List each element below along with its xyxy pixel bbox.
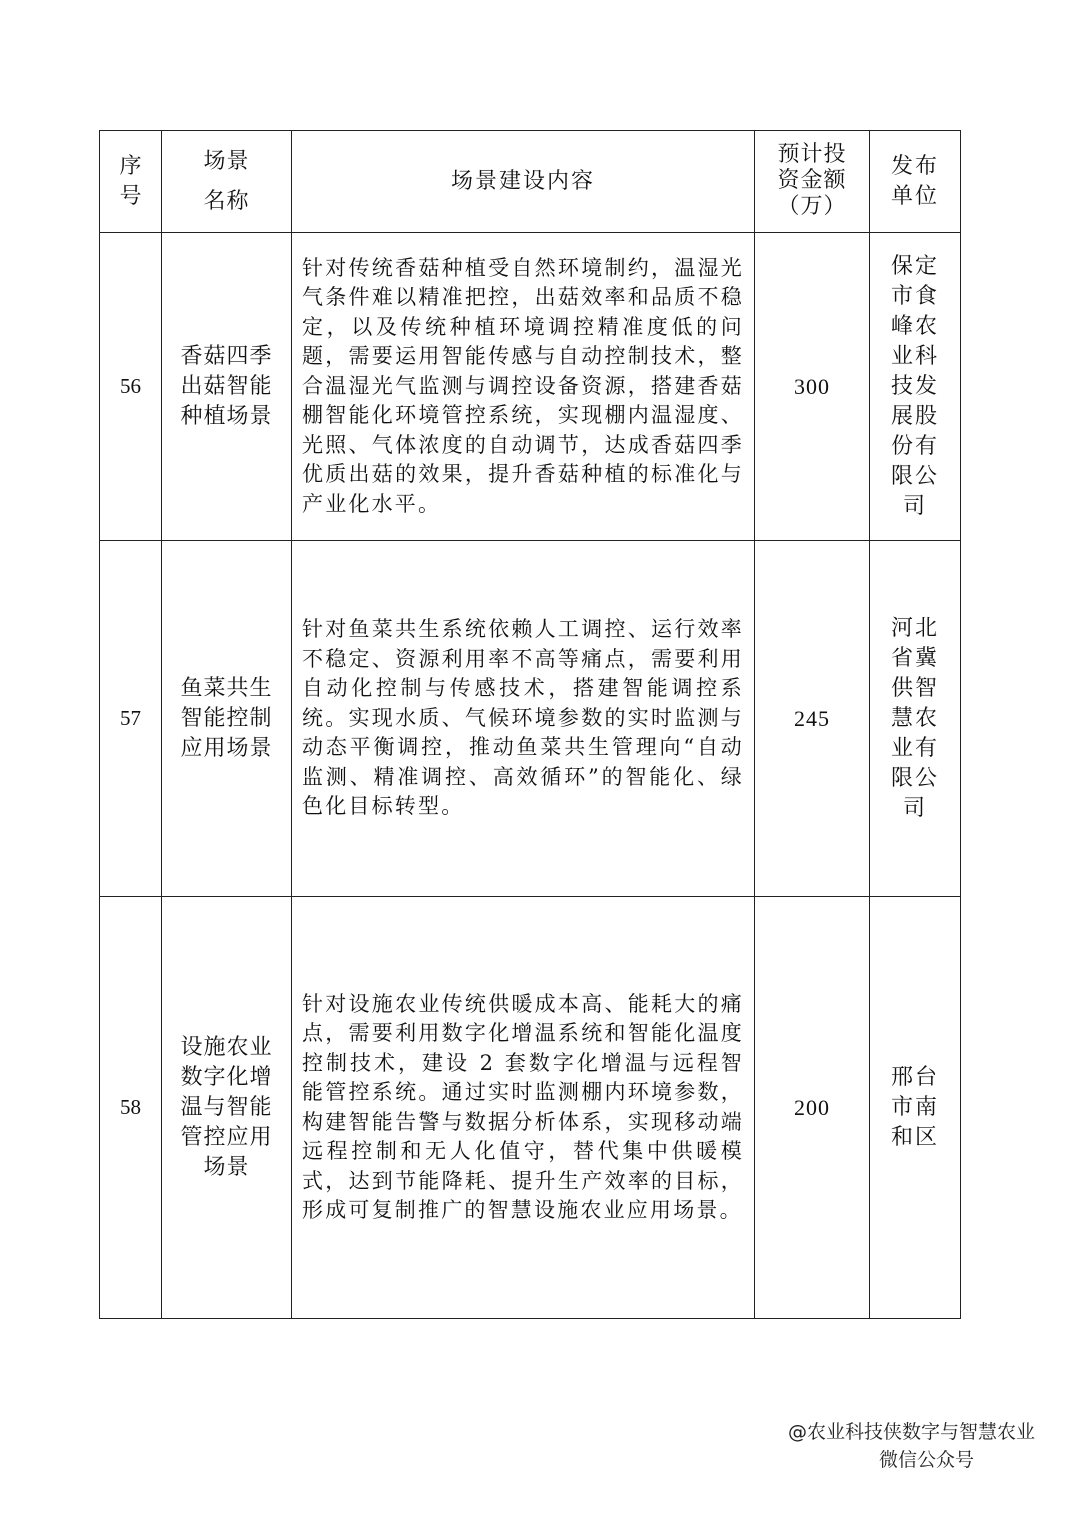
row-seq: 56 <box>120 374 141 398</box>
header-invest <box>755 131 870 233</box>
row-content: 针对传统香菇种植受自然环境制约，温湿光气条件难以精准把控，出菇效率和品质不稳定，以及传统种植环境调控精准度低的问题，需要运用智能传感与自动控制技术，整合温湿光气监测与调控设备资源，搭建香菇棚智能化环境管控系统，实现棚内温湿度、光照、气体浓度的自动调节，达成香菇四季优质出菇的效果，提升香菇种植的标准化与产业化水平。 <box>302 255 744 516</box>
row-invest-cell <box>755 897 870 1319</box>
row-invest-cell <box>755 541 870 897</box>
header-content-label: 场景建设内容 <box>450 168 595 194</box>
row-seq-cell <box>100 897 162 1319</box>
row-seq: 58 <box>120 1095 141 1119</box>
row-publisher: 河北省冀供智慧农业有限公司 <box>890 615 939 821</box>
row-name: 设施农业数字化增温与智能管控应用场景 <box>180 1034 273 1180</box>
footer-credit <box>788 1418 1035 1474</box>
row-publisher-cell <box>870 233 961 541</box>
row-content-cell <box>292 897 755 1319</box>
row-publisher-cell <box>870 897 961 1319</box>
footer-account-type: 微信公众号 <box>878 1449 974 1471</box>
row-seq-cell <box>100 541 162 897</box>
table-row <box>100 233 961 541</box>
row-invest: 200 <box>794 1094 830 1120</box>
row-content-cell <box>292 233 755 541</box>
row-content-cell <box>292 541 755 897</box>
header-content <box>292 131 755 233</box>
row-name: 香菇四季出菇智能种植场景 <box>180 343 273 429</box>
row-publisher: 邢台市南和区 <box>890 1064 939 1150</box>
row-name-cell <box>162 897 292 1319</box>
row-invest: 300 <box>794 373 830 399</box>
row-name-cell <box>162 233 292 541</box>
table-row <box>100 541 961 897</box>
row-content: 针对鱼菜共生系统依赖人工调控、运行效率不稳定、资源利用率不高等痛点，需要利用自动化控制与传感技术，搭建智能调控系统。实现水质、气候环境参数的实时监测与动态平衡调控，推动鱼菜共生管理向“自动监测、精准调控、高效循环”的智能化、绿色化目标转型。 <box>302 617 744 819</box>
header-name <box>162 131 292 233</box>
footer-account-name: @农业科技侠数字与智慧农业 <box>787 1421 1035 1443</box>
header-publisher <box>870 131 961 233</box>
row-name: 鱼菜共生智能控制应用场景 <box>180 675 273 761</box>
header-name-label: 场景名称 <box>203 148 250 214</box>
row-seq: 57 <box>120 706 141 730</box>
header-invest-label: 预计投资金额（万） <box>777 141 847 219</box>
row-publisher: 保定市食峰农业科技发展股份有限公司 <box>890 253 939 519</box>
header-publisher-label: 发布单位 <box>890 153 939 209</box>
row-invest: 245 <box>794 705 830 731</box>
header-seq-label: 序号 <box>119 153 142 209</box>
row-publisher-cell <box>870 541 961 897</box>
row-invest-cell <box>755 233 870 541</box>
table-row <box>100 897 961 1319</box>
row-content: 针对设施农业传统供暖成本高、能耗大的痛点，需要利用数字化增温系统和智能化温度控制技术，建设 2 套数字化增温与远程智能管控系统。通过实时监测棚内环境参数，构建智能告警与数据分析体系，实现移动端远程控制和无人化值守，替代集中供暖模式，达到节能降耗、提升生产效率的目标，形成可复制推广的智慧设施农业应用场景。 <box>302 991 744 1222</box>
scenario-table <box>99 130 961 1319</box>
header-seq <box>100 131 162 233</box>
table-header-row <box>100 131 961 233</box>
row-name-cell <box>162 541 292 897</box>
row-seq-cell <box>100 233 162 541</box>
